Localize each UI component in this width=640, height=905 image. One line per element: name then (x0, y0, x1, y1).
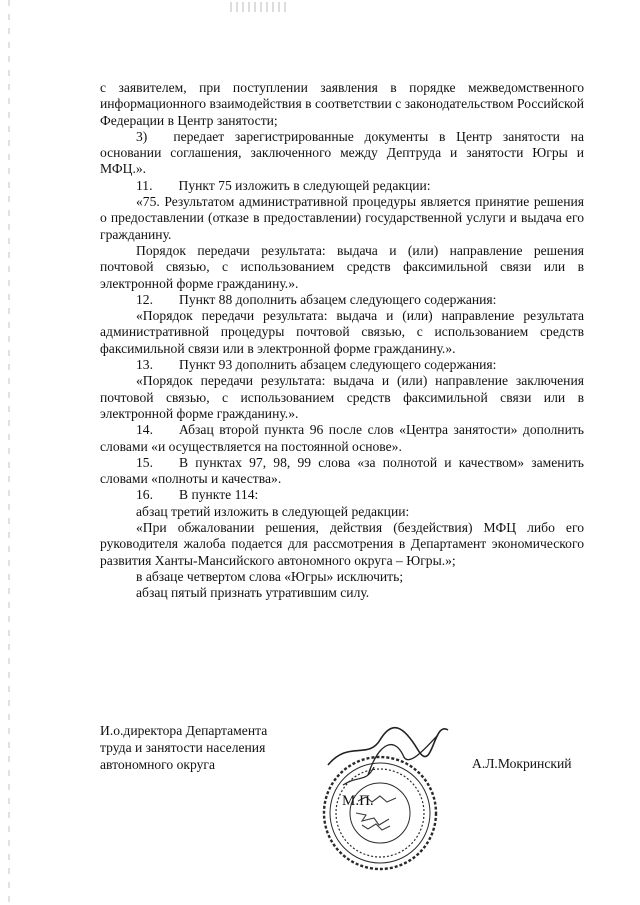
paragraph: в абзаце четвертом слова «Югры» исключить; (136, 568, 404, 584)
item-14: 14. Абзац второй пункта 96 после слов «Центра занятости» дополнить словами «и осуществляется на постоянной основе». (100, 422, 584, 454)
paragraph: с заявителем, при поступлении заявления в порядке межведомственного информационного взаимодействия в соответствии с законодательством Российской Федерации в Центр занятости; (100, 80, 584, 128)
scan-top-artifact (230, 2, 290, 12)
item-13: 13. Пункт 93 дополнить абзацем следующего содержания: (136, 357, 497, 373)
paragraph: «При обжаловании решения, действия (бездействия) МФЦ либо его руководителя жалоба подается для рассмотрения в Департамент экономического развития Ханты-Мансийского автономного округа – Югры.»; (100, 520, 584, 568)
signer-position-line-3: автономного округа (100, 757, 216, 772)
paragraph: Порядок передачи результата: выдача и (или) направление решения почтовой связью, с использованием средств факсимильной связи или в электронной форме гражданину.». (100, 242, 584, 291)
signer-position-line-1: И.о.директора Департамента (100, 723, 268, 738)
signature-title (100, 722, 267, 773)
paragraph: «75. Результатом административной процедуры является принятие решения о предоставлении (отказе в предоставлении) государственной услуги и выдача его гражданину. (100, 194, 584, 242)
paragraph: абзац пятый признать утратившим силу. (136, 585, 370, 601)
scan-edge-artifact (8, 0, 10, 905)
item-11: 11. Пункт 75 изложить в следующей редакции: (136, 177, 431, 193)
official-seal-stamp (308, 705, 458, 875)
document-body (100, 80, 584, 602)
item-16: 16. В пункте 114: (136, 487, 259, 503)
list-item-3: 3) передает зарегистрированные документы в Центр занятости на основании соглашения, заключенного между Дептруда и занятости Югры и МФЦ.». (100, 128, 584, 177)
stamp-mark: М.П. (342, 793, 374, 809)
paragraph: «Порядок передачи результата: выдача и (или) направление заключения почтовой связью, с использованием средств факсимильной связи или в электронной форме гражданину.». (100, 373, 584, 421)
paragraph: абзац третий изложить в следующей редакции: (136, 503, 410, 519)
paragraph: «Порядок передачи результата: выдача и (или) направление результата административной процедуры почтовой связью, с использованием средств факсимильной связи или в электронной форме гражданину.». (100, 308, 584, 356)
item-12: 12. Пункт 88 дополнить абзацем следующего содержания: (136, 291, 497, 307)
signer-position-line-2: труда и занятости населения (100, 740, 266, 755)
item-15: 15. В пунктах 97, 98, 99 слова «за полнотой и качеством» заменить словами «полноты и качества». (100, 454, 584, 487)
signer-name: А.Л.Мокринский (472, 756, 572, 771)
